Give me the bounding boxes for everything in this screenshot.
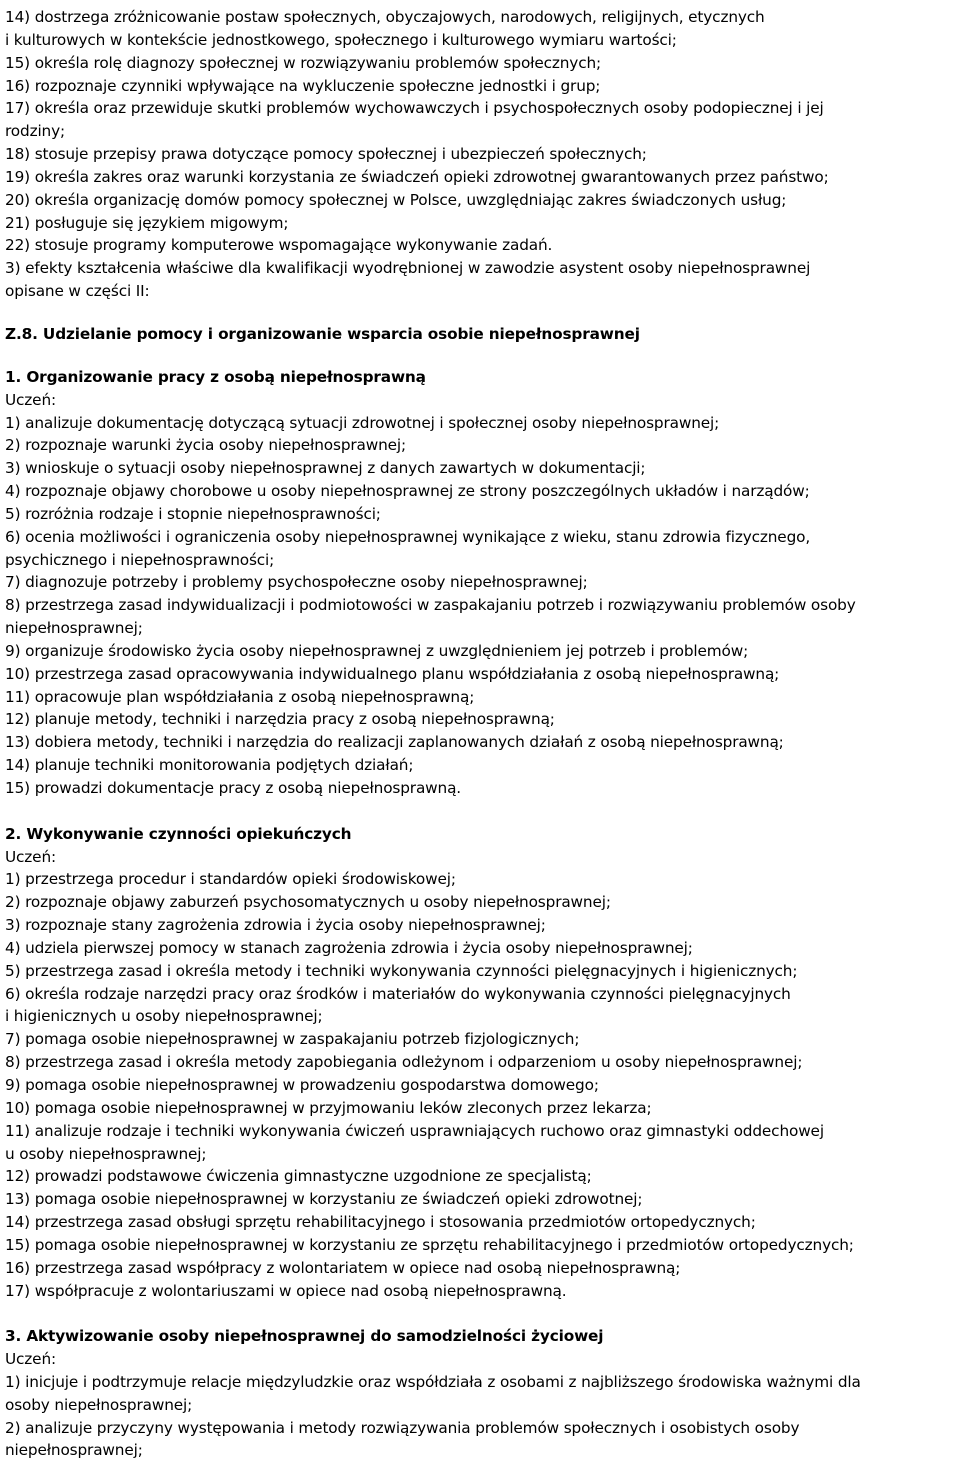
section <box>5 823 959 1303</box>
intro-line: i kulturowych w kontekście jednostkowego, społecznego i kulturowego wymiaru wartości; <box>5 30 677 49</box>
intro-line: 14) dostrzega zróżnicowanie postaw społecznych, obyczajowych, narodowych, religijnych, etycznych <box>5 8 765 26</box>
sections-container <box>5 366 959 1463</box>
outcome-line: 1) analizuje dokumentację dotyczącą sytuacji zdrowotnej i społecznej osoby niepełnosprawnej; <box>5 413 720 432</box>
intro-line: 21) posługuje się językiem migowym; <box>5 213 289 232</box>
outcome-line: 9) pomaga osobie niepełnosprawnej w prowadzeniu gospodarstwa domowego; <box>5 1075 599 1094</box>
qualification-title: Z.8. Udzielanie pomocy i organizowanie wsparcia osobie niepełnosprawnej <box>5 324 640 343</box>
outcome-line: 8) przestrzega zasad indywidualizacji i podmiotowości w zaspakajaniu potrzeb i rozwiązywaniu problemów osoby <box>5 596 856 615</box>
spacer <box>5 800 959 823</box>
outcome-line: 1) inicjuje i podtrzymuje relacje międzyludzkie oraz współdziała z osobami z najbliższego środowiska ważnymi dla <box>5 1372 861 1391</box>
spacer <box>5 1302 959 1325</box>
outcome-line: u osoby niepełnosprawnej; <box>5 1144 207 1163</box>
outcome-line: psychicznego i niepełnosprawności; <box>5 550 275 569</box>
outcome-line: 15) pomaga osobie niepełnosprawnej w korzystaniu ze sprzętu rehabilitacyjnego i przedmiotów ortopedycznych; <box>5 1235 854 1254</box>
outcome-line: 17) współpracuje z wolontariuszami w opiece nad osobą niepełnosprawną. <box>5 1281 567 1300</box>
intro-line: 16) rozpoznaje czynniki wpływające na wykluczenie społeczne jednostki i grup; <box>5 76 601 95</box>
outcome-line: 2) analizuje przyczyny występowania i metody rozwiązywania problemów społecznych i osobistych osoby <box>5 1418 800 1437</box>
outcome-line: 16) przestrzega zasad współpracy z wolontariatem w opiece nad osobą niepełnosprawną; <box>5 1258 681 1277</box>
outcome-line: 4) rozpoznaje objawy chorobowe u osoby niepełnosprawnej ze strony poszczególnych układów i narządów; <box>5 482 810 501</box>
section-title: 2. Wykonywanie czynności opiekuńczych <box>5 824 352 843</box>
intro-line: 18) stosuje przepisy prawa dotyczące pomocy społecznej i ubezpieczeń społecznych; <box>5 145 647 164</box>
outcome-line: 15) prowadzi dokumentacje pracy z osobą niepełnosprawną. <box>5 779 462 797</box>
outcome-line: 11) analizuje rodzaje i techniki wykonywania ćwiczeń usprawniających ruchowo oraz gimnastyki oddechowej <box>5 1121 824 1140</box>
outcome-line: 6) określa rodzaje narzędzi pracy oraz środków i materiałów do wykonywania czynności pielęgnacyjnych <box>5 984 791 1003</box>
outcome-line: 1) przestrzega procedur i standardów opieki środowiskowej; <box>5 870 456 889</box>
outcome-line: 6) ocenia możliwości i ograniczenia osoby niepełnosprawnej wynikające z wieku, stanu zdrowia fizycznego, <box>5 527 811 546</box>
outcome-line: 13) dobiera metody, techniki i narzędzia do realizacji zaplanowanych działań z osobą niepełnosprawną; <box>5 733 784 752</box>
outcome-line: 9) organizuje środowisko życia osoby niepełnosprawnej z uwzględnieniem jej potrzeb i problemów; <box>5 641 749 660</box>
outcome-line: 2) rozpoznaje warunki życia osoby niepełnosprawnej; <box>5 436 407 455</box>
intro-line: rodziny; <box>5 122 66 141</box>
outcome-line: 7) diagnozuje potrzeby i problemy psychospołeczne osoby niepełnosprawnej; <box>5 573 588 592</box>
intro-line: 19) określa zakres oraz warunki korzystania ze świadczeń opieki zdrowotnej gwarantowanych przez państwo; <box>5 167 829 186</box>
student-label: Uczeń: <box>5 1350 56 1369</box>
outcome-line: 12) planuje metody, techniki i narzędzia pracy z osobą niepełnosprawną; <box>5 710 555 729</box>
intro-line: 15) określa rolę diagnozy społecznej w rozwiązywaniu problemów społecznych; <box>5 53 602 72</box>
outcome-line: 2) rozpoznaje objawy zaburzeń psychosomatycznych u osoby niepełnosprawnej; <box>5 893 611 912</box>
section-title: 1. Organizowanie pracy z osobą niepełnosprawną <box>5 367 426 386</box>
student-label: Uczeń: <box>5 847 56 866</box>
outcome-line: 3) wnioskuje o sytuacji osoby niepełnosprawnej z danych zawartych w dokumentacji; <box>5 459 646 478</box>
outcome-line: osoby niepełnosprawnej; <box>5 1395 193 1414</box>
outcome-line: 14) przestrzega zasad obsługi sprzętu rehabilitacyjnego i stosowania przedmiotów ortopedycznych; <box>5 1213 756 1232</box>
outcome-line: 4) udziela pierwszej pomocy w stanach zagrożenia zdrowia i życia osoby niepełnosprawnej; <box>5 938 693 957</box>
outcome-line: 13) pomaga osobie niepełnosprawnej w korzystaniu ze świadczeń opieki zdrowotnej; <box>5 1190 643 1209</box>
outcome-line: niepełnosprawnej; <box>5 1441 143 1460</box>
intro-line: 3) efekty kształcenia właściwe dla kwalifikacji wyodrębnionej w zawodzie asystent osoby niepełnosprawnej <box>5 259 811 278</box>
intro-line: 22) stosuje programy komputerowe wspomagające wykonywanie zadań. <box>5 236 553 255</box>
section-title: 3. Aktywizowanie osoby niepełnosprawnej do samodzielności życiowej <box>5 1327 604 1346</box>
intro-line: 20) określa organizację domów pomocy społecznej w Polsce, uwzględniając zakres świadczonych usług; <box>5 190 787 209</box>
outcome-line: 3) rozpoznaje stany zagrożenia zdrowia i życia osoby niepełnosprawnej; <box>5 916 546 935</box>
section <box>5 366 959 800</box>
outcome-line: 7) pomaga osobie niepełnosprawnej w zaspakajaniu potrzeb fizjologicznych; <box>5 1030 580 1049</box>
student-label: Uczeń: <box>5 390 56 409</box>
outcome-line: 8) przestrzega zasad i określa metody zapobiegania odleżynom i odparzeniom u osoby niepełnosprawnej; <box>5 1053 803 1072</box>
outcome-line: i higienicznych u osoby niepełnosprawnej; <box>5 1007 323 1026</box>
intro-line: 17) określa oraz przewiduje skutki problemów wychowawczych i psychospołecznych osoby podopiecznej i jej <box>5 99 824 118</box>
intro-list <box>5 6 959 303</box>
spacer <box>5 346 959 366</box>
spacer <box>5 303 959 323</box>
outcome-line: 5) przestrzega zasad i określa metody i techniki wykonywania czynności pielęgnacyjnych i higienicznych; <box>5 961 798 980</box>
outcome-line: 5) rozróżnia rodzaje i stopnie niepełnosprawności; <box>5 504 381 523</box>
outcome-line: niepełnosprawnej; <box>5 619 143 638</box>
outcome-line: 10) pomaga osobie niepełnosprawnej w przyjmowaniu leków zleconych przez lekarza; <box>5 1098 652 1117</box>
outcome-line: 11) opracowuje plan współdziałania z osobą niepełnosprawną; <box>5 687 475 706</box>
intro-line: opisane w części II: <box>5 282 150 301</box>
outcome-line: 12) prowadzi podstawowe ćwiczenia gimnastyczne uzgodnione ze specjalistą; <box>5 1167 592 1186</box>
outcome-line: 10) przestrzega zasad opracowywania indywidualnego planu współdziałania z osobą niepełnosprawną; <box>5 664 780 683</box>
outcome-line: 14) planuje techniki monitorowania podjętych działań; <box>5 756 414 775</box>
section <box>5 1325 959 1462</box>
